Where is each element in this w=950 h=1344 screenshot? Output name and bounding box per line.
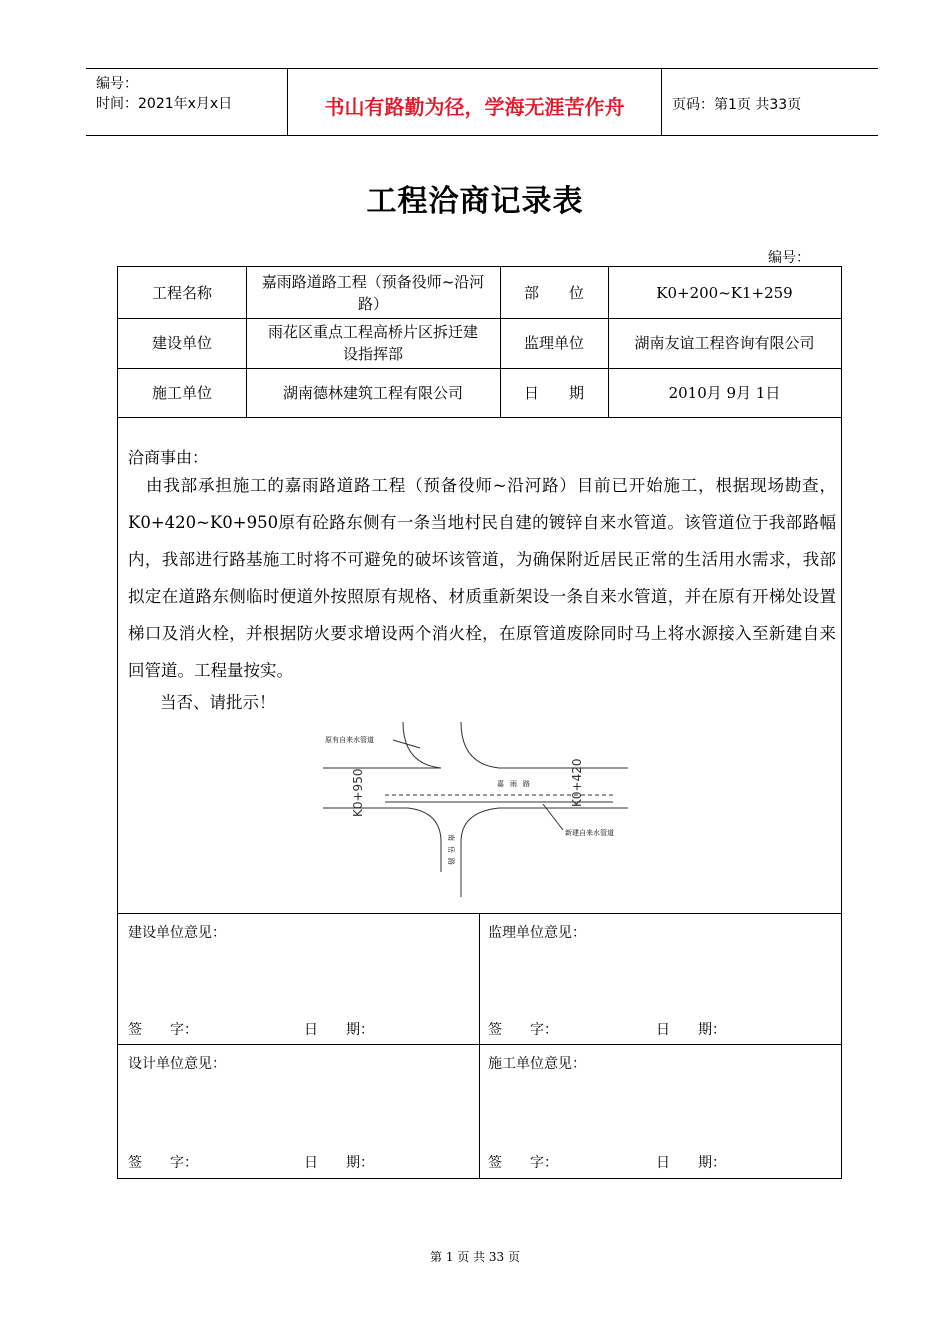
- motto: 书山有路勤为径，学海无涯苦作舟: [324, 95, 625, 119]
- road-edge: [461, 808, 499, 897]
- contractor-unit-label: 施工单位: [151, 383, 212, 402]
- code-label: 编号：: [96, 76, 138, 92]
- date-value: 2010月 9月 1日: [668, 383, 781, 402]
- supervisor-opinion-label: 监理单位意见：: [488, 925, 586, 941]
- header-motto-cell: [288, 69, 662, 135]
- header-meta-cell: [86, 69, 288, 135]
- supervisor-date-label: 日 期：: [656, 1022, 726, 1038]
- supervisor-sign-label: 签 字：: [488, 1022, 558, 1038]
- reason-label: 洽商事由：: [128, 448, 209, 467]
- doc-number-label: 编号：: [768, 250, 810, 266]
- location-value: K0+200~K1+259: [656, 283, 793, 302]
- main-road-label: 嘉雨路: [497, 780, 536, 788]
- owner-unit-label: 建设单位: [151, 334, 212, 352]
- owner-date-label: 日 期：: [304, 1022, 374, 1038]
- existing-pipe-label: 原有自来水管道: [325, 736, 374, 744]
- contractor-date-label: 日 期：: [656, 1155, 726, 1171]
- reason-body: 由我部承担施工的嘉雨路道路工程（预备役师~沿河路）目前已开始施工，根据现场勘查，K0+420~K0+950原有砼路东侧有一条当地村民自建的镀锌自来水管道。该管道位于我部路幅内，我部进行路基施工时将不可避免的破坏该管道，为确保附近居民正常的生活用水需求，我部拟定在道路东侧临时便道外按照原有规格、材质重新架设一条自来水管道，并在原有开梯处设置梯口及消火栓，并根据防火要求增设两个消火栓，在原管道废除同时马上将水源接入至新建自来回管道。工程量按实。: [128, 476, 836, 680]
- contractor-unit-value: 湖南德林建筑工程有限公司: [282, 383, 463, 402]
- new-pipe-label: 新建自来水管道: [565, 829, 614, 837]
- document-header: [86, 68, 878, 136]
- supervisor-unit-label: 监理单位: [523, 334, 584, 352]
- header-page-cell: [662, 69, 878, 135]
- col-divider: [479, 913, 480, 1178]
- time-label: 时间：2021年x月x日: [96, 96, 233, 112]
- location-label: 部 位: [523, 283, 584, 302]
- project-name-label: 工程名称: [151, 283, 212, 302]
- contractor-sign-label: 签 字：: [488, 1155, 558, 1171]
- road-edge: [461, 722, 499, 768]
- owner-opinion-label: 建设单位意见：: [128, 925, 226, 941]
- road-edge: [408, 808, 441, 872]
- reason-closing: 当否、请批示！: [160, 693, 276, 712]
- owner-sign-label: 签 字：: [128, 1022, 198, 1038]
- designer-sign-label: 签 字：: [128, 1155, 198, 1171]
- cross-road-label: 南岳路: [447, 834, 455, 870]
- designer-date-label: 日 期：: [304, 1155, 374, 1171]
- project-name-value: 嘉雨路道路工程（预备役师~沿河路）: [261, 272, 485, 313]
- owner-unit-value: 雨花区重点工程高桥片区拆迁建设指挥部: [268, 323, 479, 363]
- contractor-opinion-label: 施工单位意见：: [488, 1056, 586, 1072]
- page-title: 工程洽商记录表: [366, 184, 584, 219]
- station-left-label: K0+950: [351, 768, 365, 817]
- row-divider: [118, 417, 841, 418]
- page-info: 页码：第1页 共33页: [672, 97, 802, 113]
- negotiation-form: [117, 266, 842, 1179]
- page-footer: 第 1 页 共 33 页: [430, 1250, 520, 1264]
- designer-opinion-label: 设计单位意见：: [128, 1056, 226, 1072]
- station-right-label: K0+420: [570, 758, 584, 807]
- leader-line: [393, 740, 420, 748]
- supervisor-unit-value: 湖南友谊工程咨询有限公司: [634, 334, 815, 352]
- pipeline-sketch: [323, 722, 643, 902]
- date-label: 日 期: [523, 383, 584, 402]
